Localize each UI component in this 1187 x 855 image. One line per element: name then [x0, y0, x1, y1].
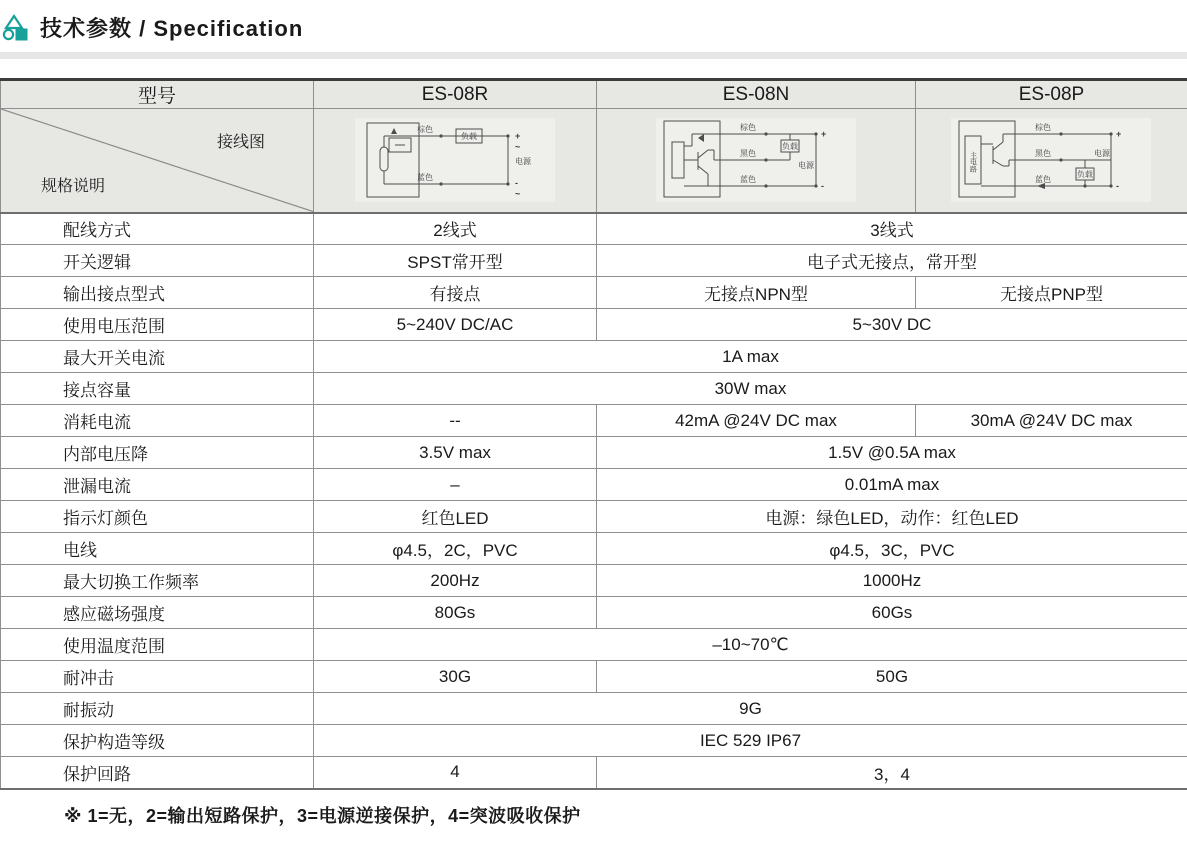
wiring-diagram-es08r	[353, 116, 558, 204]
triangle-circle-square-icon	[2, 13, 32, 43]
spec-value: 3线式	[597, 213, 1187, 245]
spec-value: 3.5V max	[314, 437, 597, 469]
spec-value: SPST常开型	[314, 245, 597, 277]
spec-value: 30mA @24V DC max	[916, 405, 1187, 437]
spec-label: 接点容量	[1, 373, 314, 405]
spec-value: 30G	[314, 661, 597, 693]
spec-row	[1, 597, 1187, 629]
ac-mark-top: ~	[514, 142, 520, 153]
spec-value: 50G	[597, 661, 1187, 693]
spec-label: 配线方式	[1, 213, 314, 245]
main-circuit-label: 主电路	[969, 151, 977, 173]
spec-value: 42mA @24V DC max	[597, 405, 916, 437]
spec-row	[1, 661, 1187, 693]
spec-row	[1, 565, 1187, 597]
wiring-diagram-label: 接线图	[216, 134, 265, 151]
minus-terminal: -	[514, 178, 518, 189]
spec-label: 耐振动	[1, 693, 314, 725]
minus-terminal: -	[1116, 181, 1119, 192]
spec-value: 3，4	[597, 757, 1187, 789]
spec-value: 5~240V DC/AC	[314, 309, 597, 341]
diagonal-line	[1, 109, 313, 212]
wire-black-label: 黑色	[1035, 149, 1051, 159]
spec-value: 80Gs	[314, 597, 597, 629]
model-header-es08n: ES-08N	[597, 80, 916, 109]
spec-value: 2线式	[314, 213, 597, 245]
spec-label: 最大切换工作频率	[1, 565, 314, 597]
spec-label: 消耗电流	[1, 405, 314, 437]
plus-terminal: +	[514, 131, 520, 142]
model-header-row	[1, 80, 1187, 109]
spec-label: 最大开关电流	[1, 341, 314, 373]
spec-value: φ4.5，2C，PVC	[314, 533, 597, 565]
spec-row	[1, 373, 1187, 405]
wiring-diagram-es08n-cell	[597, 109, 916, 213]
spec-value: 5~30V DC	[597, 309, 1187, 341]
spec-value: 0.01mA max	[597, 469, 1187, 501]
spec-table	[0, 78, 1187, 790]
wire-blue-label: 蓝色	[739, 175, 756, 185]
minus-terminal: -	[820, 181, 824, 192]
spec-value: --	[314, 405, 597, 437]
divider-strip	[0, 52, 1187, 59]
wire-brown-label: 棕色	[739, 123, 756, 133]
spec-label: 电线	[1, 533, 314, 565]
spec-value: 无接点PNP型	[916, 277, 1187, 309]
spec-value: 9G	[314, 693, 1187, 725]
spec-value: 电源：绿色LED，动作：红色LED	[597, 501, 1187, 533]
spec-label: 输出接点型式	[1, 277, 314, 309]
model-header-es08p: ES-08P	[916, 80, 1187, 109]
load-label: 负载	[781, 142, 798, 152]
spec-value: 200Hz	[314, 565, 597, 597]
spec-row	[1, 277, 1187, 309]
wiring-diagram-row	[1, 109, 1187, 213]
wire-brown-label: 棕色	[1035, 123, 1051, 133]
spec-value: 4	[314, 757, 597, 789]
page-header	[2, 12, 303, 43]
spec-value: 60Gs	[597, 597, 1187, 629]
spec-row	[1, 213, 1187, 245]
diagonal-header-cell	[1, 109, 314, 213]
plus-terminal: +	[1116, 129, 1122, 140]
spec-value: φ4.5，3C，PVC	[597, 533, 1187, 565]
load-label: 负载	[1077, 170, 1093, 180]
spec-row	[1, 693, 1187, 725]
spec-row	[1, 309, 1187, 341]
spec-row	[1, 629, 1187, 661]
spec-value: –10~70℃	[314, 629, 1187, 661]
wire-blue-label: 蓝色	[1035, 175, 1051, 185]
plus-terminal: +	[820, 129, 826, 140]
load-label: 负载	[460, 132, 477, 142]
page-title: 技术参数 / Specification	[40, 16, 304, 41]
spec-row	[1, 437, 1187, 469]
spec-value: IEC 529 IP67	[314, 725, 1187, 757]
spec-value: 红色LED	[314, 501, 597, 533]
spec-label: 耐冲击	[1, 661, 314, 693]
spec-label: 泄漏电流	[1, 469, 314, 501]
spec-row	[1, 469, 1187, 501]
wire-blue-label: 蓝色	[416, 173, 433, 183]
spec-label: 内部电压降	[1, 437, 314, 469]
spec-label: 使用温度范围	[1, 629, 314, 661]
spec-label: 使用电压范围	[1, 309, 314, 341]
wiring-diagram-es08p	[949, 116, 1154, 204]
power-label: 电源	[797, 161, 814, 171]
spec-label: 保护构造等级	[1, 725, 314, 757]
spec-value: 无接点NPN型	[597, 277, 916, 309]
model-header-label: 型号	[1, 80, 314, 109]
model-header-es08r: ES-08R	[314, 80, 597, 109]
spec-value: 有接点	[314, 277, 597, 309]
spec-row	[1, 341, 1187, 373]
spec-label: 保护回路	[1, 757, 314, 789]
spec-row	[1, 245, 1187, 277]
spec-row	[1, 725, 1187, 757]
wiring-diagram-es08p-cell	[916, 109, 1187, 213]
spec-value: 1A max	[314, 341, 1187, 373]
spec-value: 电子式无接点，常开型	[597, 245, 1187, 277]
power-label: 电源	[514, 157, 531, 167]
wiring-diagram-es08n	[654, 116, 859, 204]
spec-row	[1, 533, 1187, 565]
spec-label: 开关逻辑	[1, 245, 314, 277]
spec-value: 30W max	[314, 373, 1187, 405]
spec-row	[1, 405, 1187, 437]
power-label: 电源	[1094, 149, 1110, 159]
spec-label: 指示灯颜色	[1, 501, 314, 533]
spec-row	[1, 757, 1187, 789]
spec-table-body	[1, 109, 1187, 789]
spec-value: 1000Hz	[597, 565, 1187, 597]
wiring-diagram-es08r-cell	[314, 109, 597, 213]
spec-description-label: 规格说明	[41, 177, 106, 195]
wire-brown-label: 棕色	[416, 125, 433, 135]
footnote: ※ 1=无，2=输出短路保护，3=电源逆接保护，4=突波吸收保护	[64, 806, 581, 826]
spec-label: 感应磁场强度	[1, 597, 314, 629]
spec-row	[1, 501, 1187, 533]
wire-black-label: 黑色	[739, 149, 756, 159]
spec-value: –	[314, 469, 597, 501]
spec-value: 1.5V @0.5A max	[597, 437, 1187, 469]
ac-mark-bottom: ~	[514, 189, 520, 200]
